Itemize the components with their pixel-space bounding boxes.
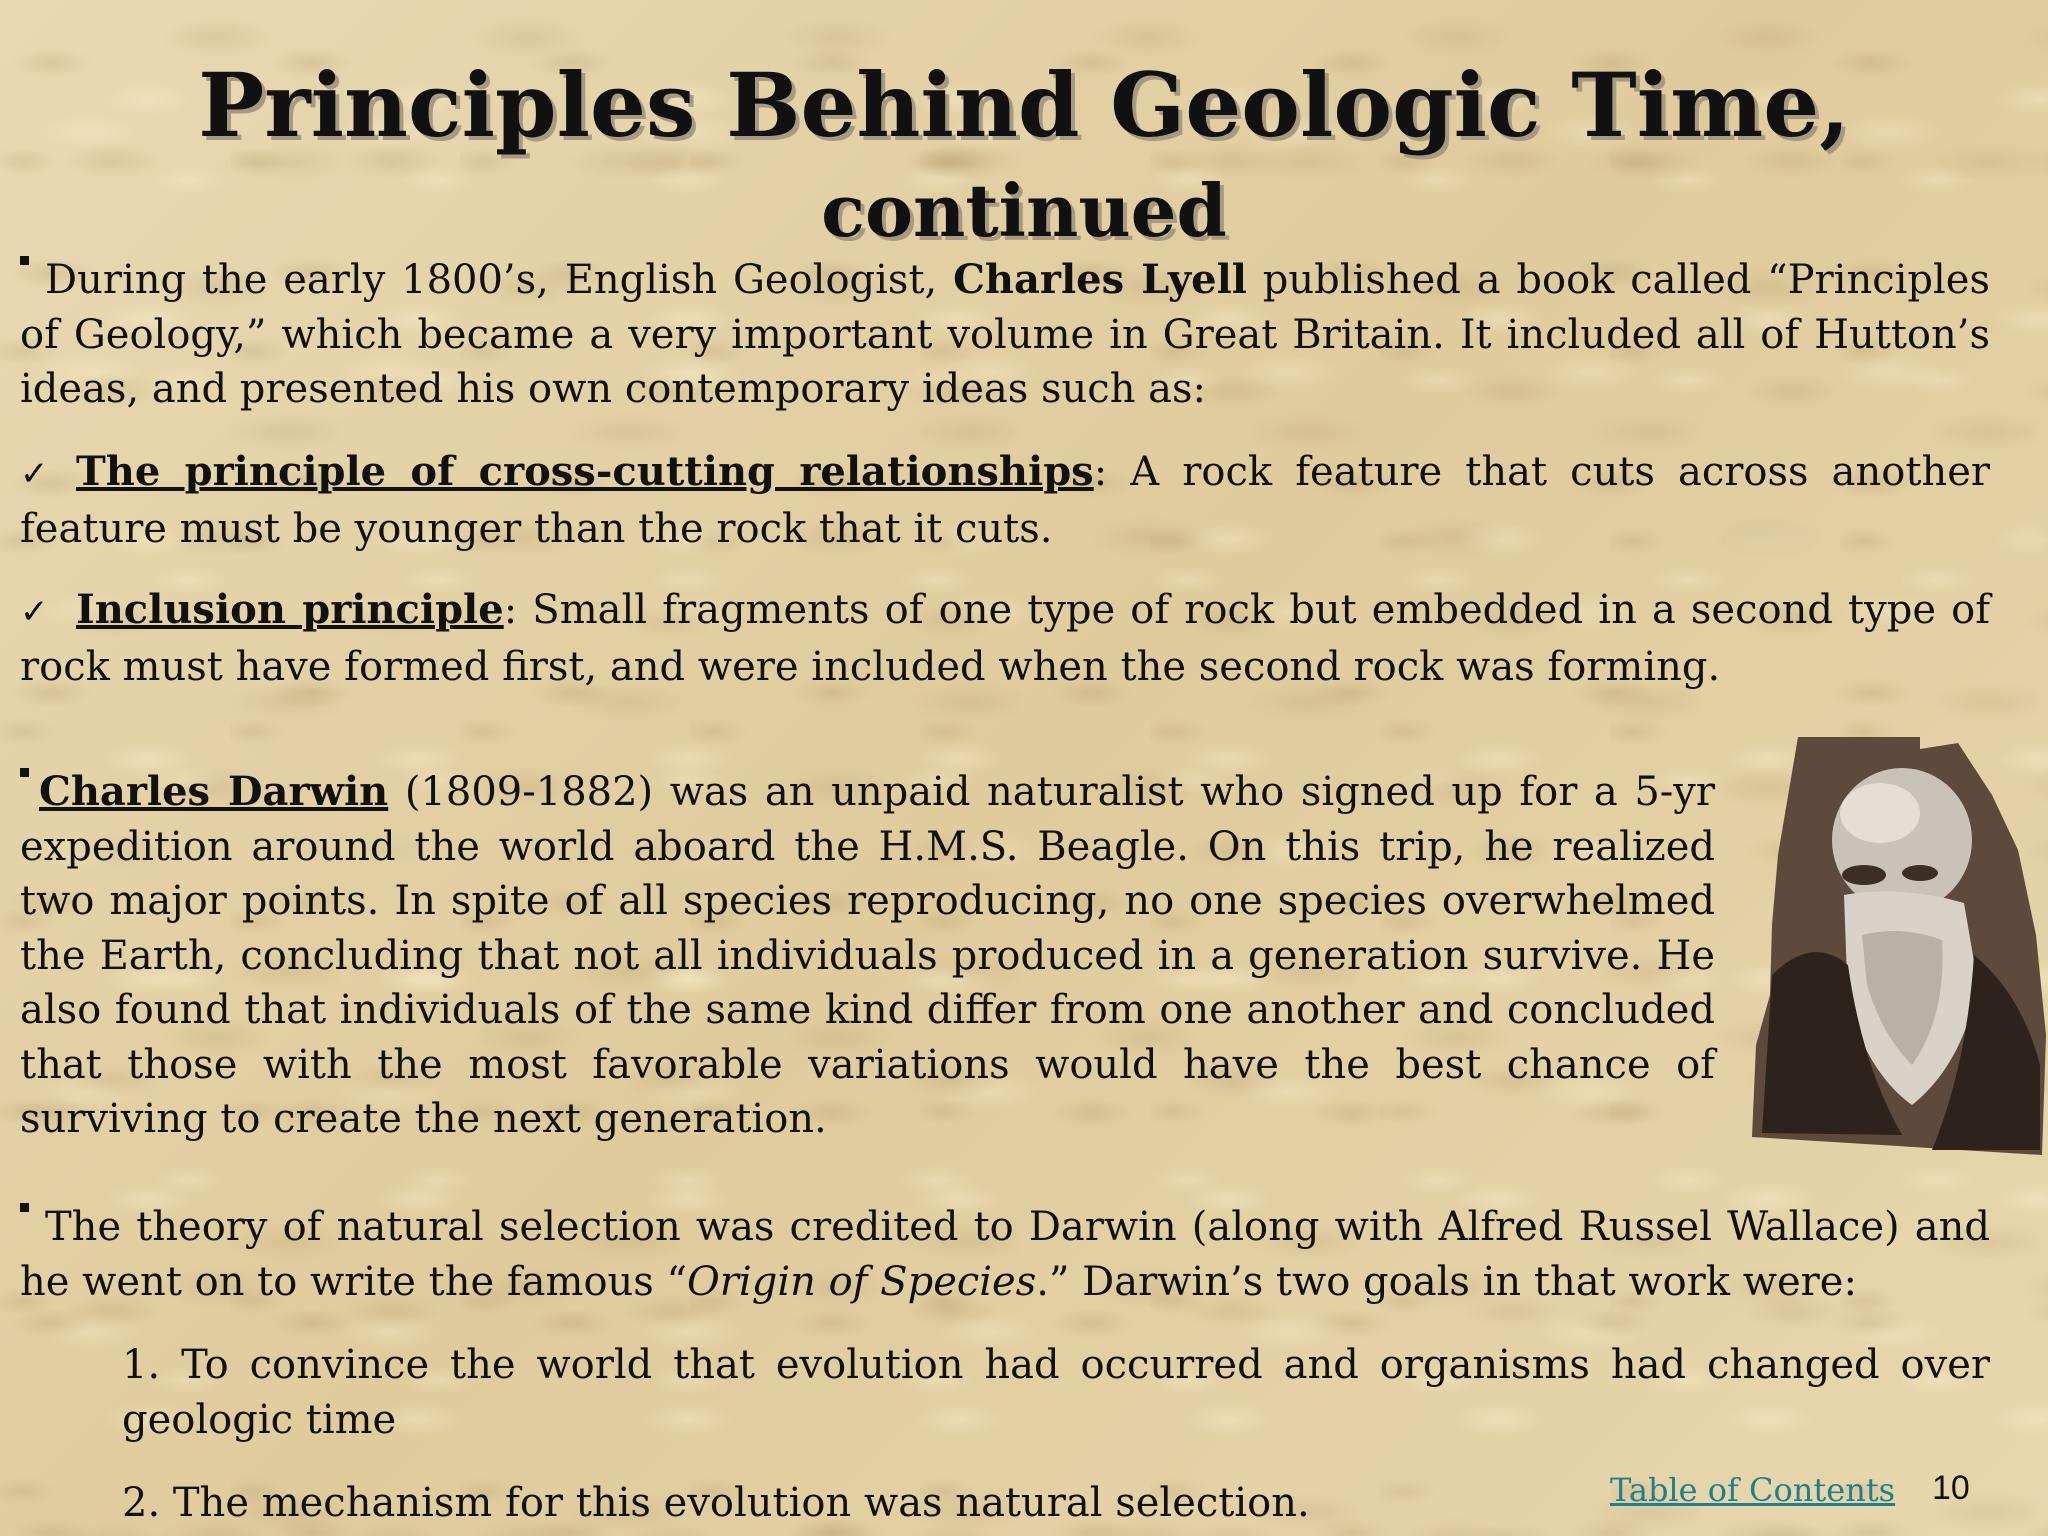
slide-title (0, 55, 2048, 261)
square-bullet-icon (20, 768, 29, 777)
goal-item-2: 2. The mechanism for this evolution was natural selection. (122, 1480, 1310, 1526)
inclusion-paragraph: ✓ Inclusion principle: Small fragments of one type of rock but embedded in a second type of rock must have formed first, and were included when the second rock was forming. (20, 586, 1991, 690)
cross-cutting-paragraph: ✓ The principle of cross-cutting relationships: A rock feature that cuts across another feature must be younger than the rock that it cuts. (20, 448, 1990, 552)
checkmark-icon: ✓ (20, 592, 49, 632)
darwin-paragraph: Charles Darwin (1809-1882) was an unpaid naturalist who signed up for a 5-yr expedition around the world aboard the H.M.S. Beagle. On this trip, he realized two major points. In spite of all species reproducing, no one species overwhelmed the Earth, concluding that not all individuals produced in a generation survive. He also found that individuals of the same kind differ from one another and concluded that those with the most favorable variations would have the best chance of surviving to create the next generation. (20, 768, 1715, 1142)
inclusion-term: Inclusion principle (76, 586, 504, 633)
natural-selection-paragraph: The theory of natural selection was credited to Darwin (along with Alfred Russel Wallace) and he went on to write the famous “Origin of Species.” Darwin’s two goals in that work were: (20, 1204, 1990, 1305)
darwin-portrait (1752, 735, 2046, 1155)
origin-of-species-title: Origin of Species (687, 1258, 1037, 1305)
darwin-name: Charles Darwin (39, 768, 389, 815)
checkmark-icon: ✓ (20, 454, 49, 494)
lyell-name: Charles Lyell (953, 256, 1247, 303)
square-bullet-icon (20, 256, 29, 265)
cross-cutting-term: The principle of cross-cutting relationships (76, 448, 1094, 495)
page-number: 10 (1932, 1469, 1970, 1507)
title-suffix: continued (821, 168, 1227, 253)
goal-item-1: 1. To convince the world that evolution had occurred and organisms had changed over geologic time (122, 1342, 1990, 1443)
table-of-contents-link[interactable]: Table of Contents (1610, 1471, 1896, 1509)
lyell-paragraph: During the early 1800’s, English Geologist, Charles Lyell published a book called “Principles of Geology,” which became a very important volume in Great Britain. It included all of Hutton’s ideas, and presented his own contemporary ideas such as: (20, 256, 1991, 412)
title-main: Principles Behind Geologic Time, (198, 53, 1850, 157)
square-bullet-icon (20, 1203, 29, 1212)
